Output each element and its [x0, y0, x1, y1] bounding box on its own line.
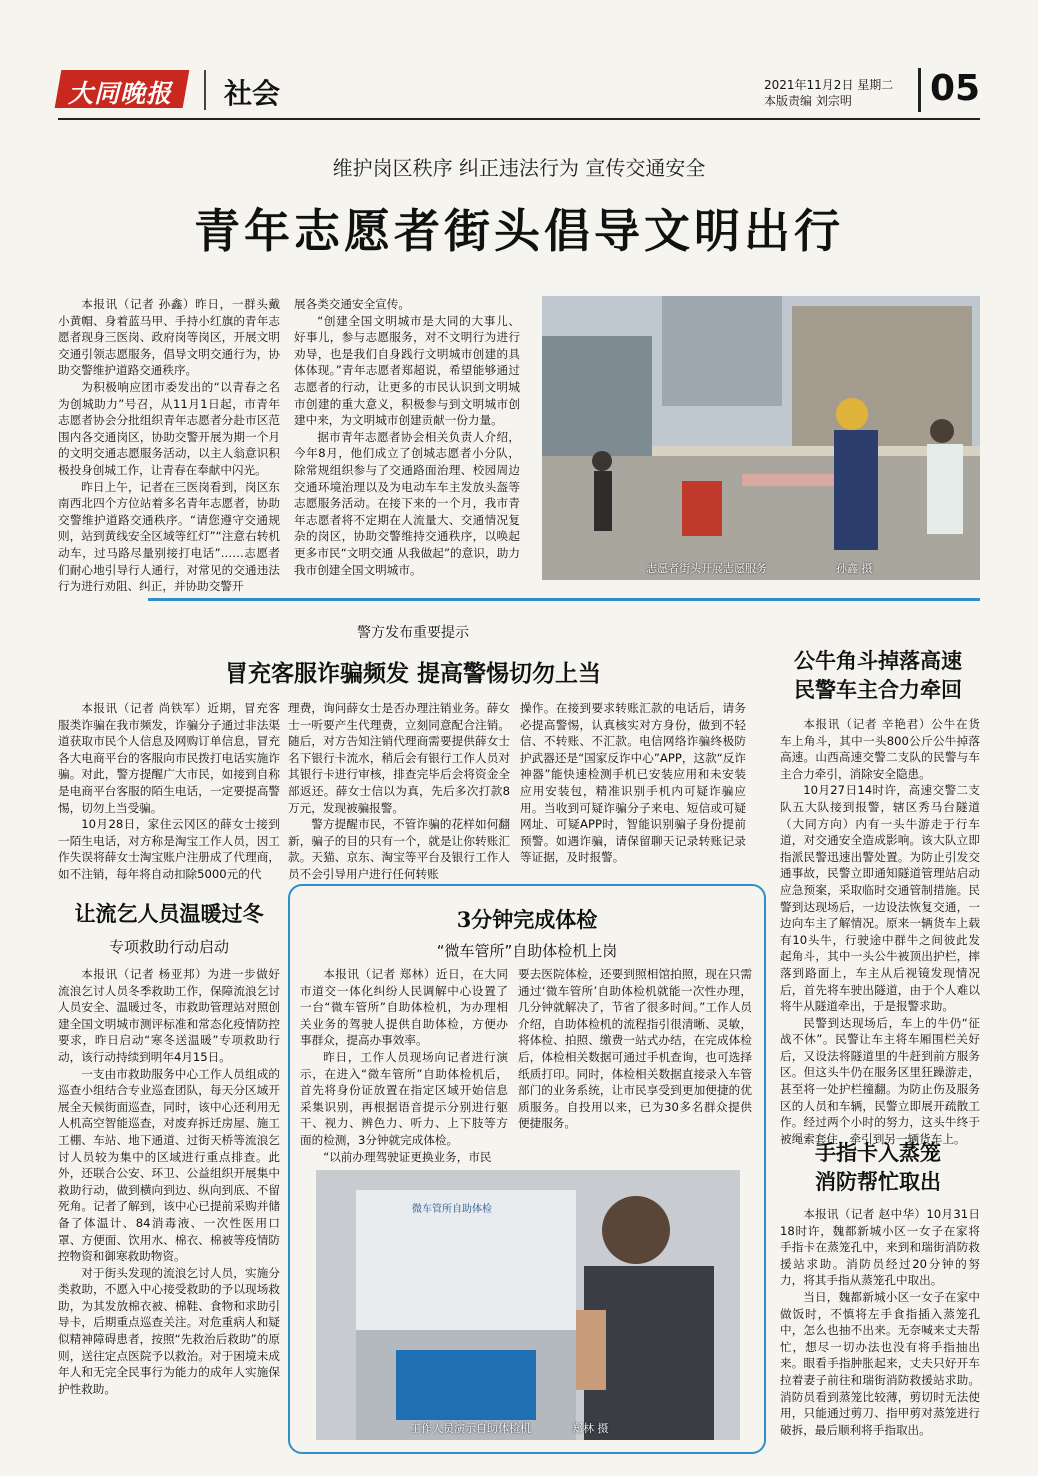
paragraph: “创建全国文明城市是大同的大事儿、好事儿，参与志愿服务，对不文明行为进行劝导，也是我们自身践行文明城市创建的具体体现。”青年志愿者郑超说，希望能够通过志愿者的行动，让更多的市民认识到文明城市创建的重大意义，积极参与到文明城市创建中来，为文明城市创建贡献一份力量。 [294, 313, 520, 428]
check-column-2 [518, 966, 752, 1132]
paragraph: 为积极响应团市委发出的“以青春之名 为创城助力”号召，从11月1日起，市青年志愿者协会分批组织青年志愿者分赴市区范围内各交通岗区，协助交警开展为期一个月的文明交通志愿服务活动，以主人翁意识积极投身创城工作，让青春在奉献中闪光。 [58, 379, 280, 477]
issue-date: 2021年11月2日 星期二 [764, 78, 894, 92]
paragraph: 10月27日14时许，高速交警二支队五大队接到报警，辖区秀马台隧道（大同方向）内有一头牛游走于行车道，对交通安全造成影响。该大队立即指派民警迅速出警处置。为防止引发交通事故，民警立即通知隧道管理站启动应急预案，采取临时交通管制措施。民警到达现场后，一边设法恢复交通，一边向车主了解情况。原来一辆货车上载有10头牛，行驶途中群牛之间彼此发起角斗，其中一头公牛被顶出护栏，摔落到路面上，车主从后视镜发现情况后，首先将车驶出隧道，由于个人难以将牛从隧道牵出，于是报警求助。 [780, 783, 980, 1014]
paragraph: 要去医院体检，还要到照相馆拍照，现在只需通过‘微车管所’自助体检机就能一次性办理，几分钟就解决了，节省了很多时间。”工作人员介绍，自助体检机的流程指引很清晰、灵敏，将体检、拍照、缴费一站式办结，在完成体检后，体检相关数据可通过手机查询，也可选择纸质打印。同时，体检相关数据直接录入车管部门的业务系统，让市民享受到更加便捷的优质服务。自投用以来，已为30多名群众提供便捷服务。 [518, 967, 752, 1131]
paragraph: 一支由市救助服务中心工作人员组成的巡查小组结合专业巡查团队，每天分区域开展全天候街面巡查，同时，该中心还利用无人机高空智能巡查，对废弃拆迁房屋、施工工棚、车站、地下通道、过街天桥等流浪乞讨人员较为集中的区域进行重点排查。此外，还联合公安、环卫、公益组织开展集中救助行动，做到横向到边、纵向到底、不留死角。记者了解到，该中心已提前采购并储备了体温计、84消毒液、一次性医用口罩、方便面、饮用水、棉衣、棉被等疫情防控物资和御寒救助物资。 [58, 1066, 280, 1264]
paragraph: 对于街头发现的流浪乞讨人员，实施分类救助，不愿入中心接受救助的予以现场救助，为其发放棉衣被、棉鞋、食物和求助引导卡，后期重点巡查关注。对危重病人和疑似精神障碍患者，按照“先救治后救助”的原则，送往定点医院予以救治。对于困境未成年人和无完全民事行为能力的成年人实施保护性救助。 [58, 1265, 280, 1396]
kiosk-image [316, 1170, 740, 1440]
check-subtitle: “微车管所”自助体检机上岗 [436, 942, 618, 960]
paragraph: 昨日上午，记者在三医岗看到，岗区东南西北四个方位站着多名青年志愿者，协助交警维护道路交通秩序。“请您遵守交通规则，站到黄线安全区域等红灯”“注意右转机动车，过马路尽量别接打电话”……志愿者们耐心地引导行人通行，对常见的交通违法行为进行劝阻、纠正，并协助交警开 [58, 479, 280, 594]
photo-credit: 郑林 摄 [572, 1422, 609, 1435]
paragraph: 本报讯（记者 郑林）近日，在大同市道交一体化纠纷人民调解中心设置了一台“微车管所”自助体检机，为办理相关业务的驾驶人提供自助体检，方便办事群众，提高办事效率。 [300, 967, 508, 1048]
paragraph: 本报讯（记者 杨亚邦）为进一步做好流浪乞讨人员冬季救助工作，保障流浪乞讨人员安全、温暖过冬，市救助管理站对照创建全国文明城市测评标准和常态化疫情防控要求，昨日启动“寒冬送温暖”专项救助行动，该行动持续到明年4月15日。 [58, 967, 280, 1064]
headline-line: 手指卡入蒸笼 [815, 1140, 941, 1165]
kiosk-photo [316, 1170, 740, 1440]
paragraph: 当日，魏都新城小区一女子在家中做饭时，不慎将左手食指插入蒸笼孔中，怎么也抽不出来。无奈喊来丈夫帮忙，想尽一切办法也没有将手指抽出来。眼看手指肿胀起来，丈夫只好开车拉着妻子前往和瑞街消防救援站求助。消防员看到蒸笼比较薄，剪切时无法使用，只能通过剪刀、指甲剪对蒸笼进行破拆，最后顺利将手指取出。 [780, 1289, 980, 1437]
paragraph: 本报讯（记者 尚铁军）近期，冒充客服类诈骗在我市频发，诈骗分子通过非法渠道获取市民个人信息及网购订单信息，冒充各大电商平台的客服向市民拨打电话实施诈骗。对此，警方提醒广大市民，如接到自称是电商平台客服的陌生电话，一定要提高警惕，切勿上当受骗。 [58, 701, 280, 815]
paragraph: “以前办理驾驶证更换业务，市民 [323, 1149, 492, 1164]
beggar-headline: 让流乞人员温暖过冬 [74, 901, 264, 926]
headline-line: 民警车主合力牵回 [794, 677, 962, 702]
beggar-body [58, 966, 280, 1397]
bull-headline [776, 646, 980, 704]
steamer-body [780, 1206, 980, 1438]
section-name: 社会 [224, 77, 281, 110]
masthead [58, 64, 981, 116]
lead-column-2 [294, 296, 520, 578]
masthead-divider [204, 70, 206, 110]
logo-text: 大同晚报 [68, 79, 173, 108]
check-headline: 3分钟完成体检 [456, 907, 598, 932]
paragraph: 警方提醒市民，不管诈骗的花样如何翻新，骗子的目的只有一个，就是让你转账汇款。天猫、京东、淘宝等平台及银行工作人员不会引导用户进行任何转账 [288, 817, 510, 881]
page-editor: 本版责编 刘宗明 [764, 94, 852, 108]
paragraph: 本报讯（记者 孙鑫）昨日，一群头戴小黄帽、身着蓝马甲、手持小红旗的青年志愿者现身三医岗、政府岗等岗区，开展文明交通引领志愿服务，倡导文明交通行为，协助交警维护道路交通秩序。 [58, 297, 280, 378]
kiosk-screen-label: 微车管所自助体检 [412, 1204, 492, 1215]
paragraph: 本报讯（记者 赵中华）10月31日18时许，魏都新城小区一女子在家将手指卡在蒸笼孔中，来到和瑞街消防救援站求助。消防员经过20分钟的努力，将其手指从蒸笼孔中取出。 [780, 1207, 980, 1288]
paragraph: 10月28日，家住云冈区的薛女士接到一陌生电话，对方称是淘宝工作人员，因工作失误将薛女士淘宝账户注册成了代理商，如不注销，每年将自动扣除5000元的代 [58, 817, 280, 881]
masthead-rule [58, 118, 980, 120]
paragraph: 本报讯（记者 辛艳君）公牛在货车上角斗，其中一头800公斤公牛掉落高速。山西高速交警二支队的民警与车主合力牵引，消除安全隐患。 [780, 717, 980, 781]
scam-column-3 [520, 700, 746, 866]
paragraph: 昨日，工作人员现场向记者进行演示，在进入“微车管所”自助体检机后，首先将身份证放置在指定区域开始信息采集识别，再根据语音提示分别进行躯干、视力、辨色力、听力、上下肢等方面的检测，3分钟就完成体检。 [300, 1049, 508, 1147]
bull-body [780, 716, 980, 1147]
street-scene-image [542, 296, 980, 580]
volunteer-photo [542, 296, 980, 580]
lead-column-1 [58, 296, 280, 595]
lead-headline: 青年志愿者街头倡导文明出行 [194, 204, 844, 258]
photo-caption: 志愿者街头开展志愿服务 [646, 562, 767, 575]
page-number: 05 [930, 68, 981, 109]
paragraph: 理费，询问薛女士是否办理注销业务。薛女士一听要产生代理费，立刻同意配合注销。随后，对方告知注销代理商需要提供薛女士名下银行卡流水，稍后会有银行工作人员对其银行卡进行审核，排查完毕后会将资金全部返还。薛女士信以为真，先后多次打款8万元，发现被骗报警。 [288, 701, 510, 815]
page-divider [918, 68, 921, 112]
section-rule [148, 598, 980, 601]
headline-line: 公牛角斗掉落高速 [794, 648, 962, 673]
headline-line: 消防帮忙取出 [815, 1169, 941, 1194]
paragraph: 操作。在接到要求转账汇款的电话后，请务必提高警惕，认真核实对方身份，做到不轻信、不转账、不汇款。电信网络诈骗终极防护武器还是“国家反诈中心”APP，这款“反诈神器”能快速检测手机已安装应用和未安装应用安装包，精准识别手机内可疑诈骗应用。当收到可疑诈骗分子来电、短信或可疑网址、可疑APP时，智能识别骗子身份提前预警。如遇诈骗，请保留聊天记录转账记录等证据，及时报警。 [520, 701, 746, 865]
paragraph: 民警到达现场后，车上的牛仍“征战不休”。民警让车主将车厢围栏关好后，又设法将隧道里的牛赶到前方服务区。但这头牛仍在服务区里狂躁游走，甚至将一处护栏撞翻。为防止伤及服务区的人员和车辆，民警立即展开疏散工作。经过两个小时的努力，这头牛终于被绳索套住，牵引到另一辆货车上。 [780, 1015, 980, 1146]
paragraph: 据市青年志愿者协会相关负责人介绍，今年8月，他们成立了创城志愿者小分队，除常规组织参与了交通路面治理、校园周边交通环境治理以及为电动车车主发放头盔等志愿服务活动。在接下来的一个月，我市青年志愿者将不定期在人流量大、交通情况复杂的岗区，协助交警维持交通秩序，以唤起更多市民“文明交通 从我做起”的意识，助力我市创建全国文明城市。 [294, 429, 520, 577]
scam-column-2 [288, 700, 510, 883]
lead-kicker: 维护岗区秩序 纠正违法行为 宣传交通安全 [332, 156, 706, 180]
beggar-subtitle: 专项救助行动启动 [108, 938, 229, 956]
scam-kicker: 警方发布重要提示 [357, 625, 469, 641]
photo-credit: 孙鑫 摄 [836, 562, 873, 575]
check-column-1 [300, 966, 508, 1165]
steamer-headline [776, 1138, 980, 1196]
paragraph: 展各类交通安全宣传。 [294, 297, 410, 311]
scam-column-1 [58, 700, 280, 883]
scam-headline: 冒充客服诈骗频发 提高警惕切勿上当 [224, 660, 601, 687]
photo-caption: 工作人员演示自助体检机 [410, 1422, 531, 1435]
